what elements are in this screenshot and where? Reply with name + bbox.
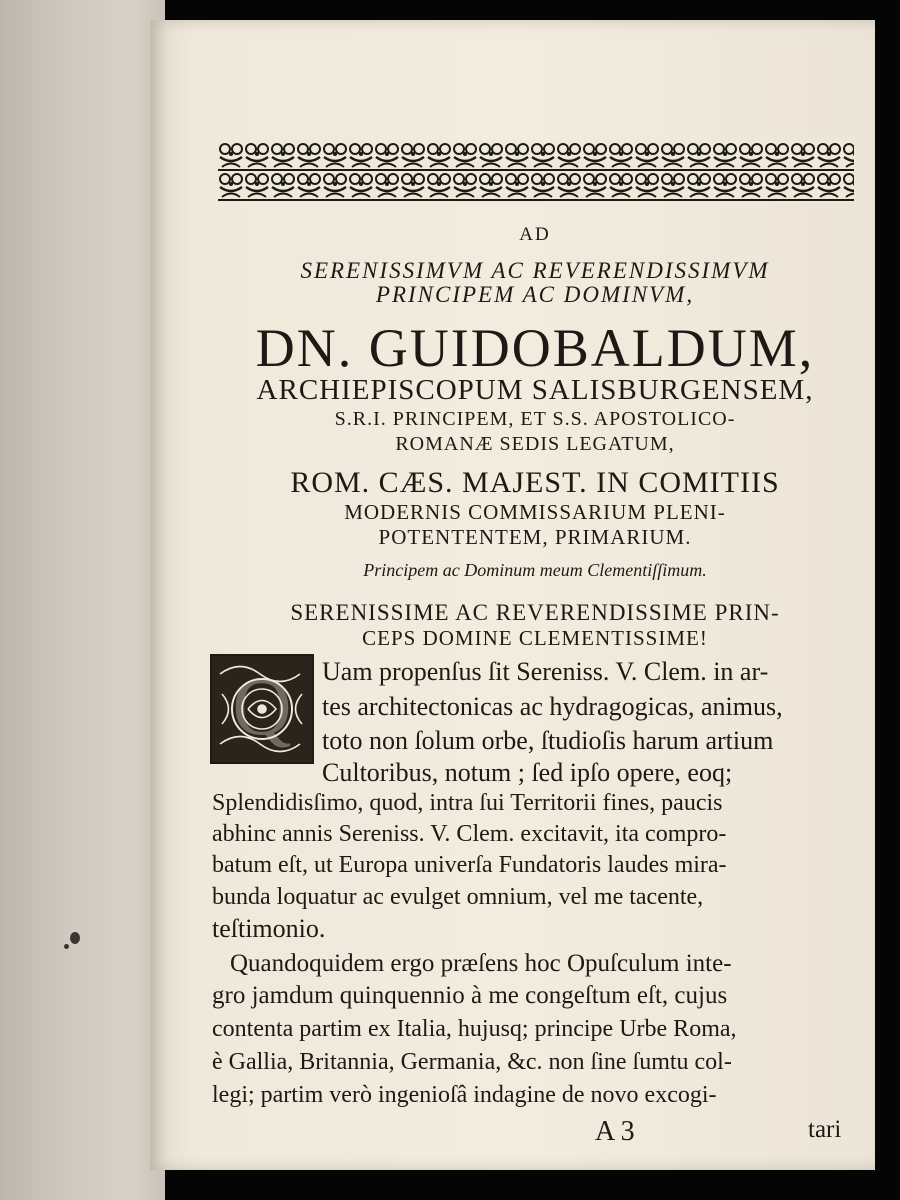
text-line: tes architectonicas ac hydragogicas, animus, bbox=[322, 692, 783, 721]
ink-spot bbox=[64, 944, 69, 949]
text-line: abhinc annis Sereniss. V. Clem. excitavit, ita compro- bbox=[212, 821, 727, 847]
text-line: batum eſt, ut Europa univerſa Fundatoris laudes mira- bbox=[212, 852, 727, 878]
facing-page bbox=[0, 0, 165, 1200]
text-line: è Gallia, Britannia, Germania, &c. non ſine ſumtu col- bbox=[212, 1049, 732, 1075]
heading-line-5: ROMANÆ SEDIS LEGATUM, bbox=[395, 433, 675, 455]
text-line: Quandoquidem ergo præſens hoc Opuſculum inte- bbox=[230, 950, 732, 977]
text-line: toto non ſolum orbe, ſtudioſis harum artium bbox=[322, 726, 774, 755]
text-line: Splendidisſimo, quod, intra ſui Territorii fines, paucis bbox=[212, 790, 723, 816]
text-line: Cultoribus, notum ; ſed ipſo opere, eoq; bbox=[322, 758, 733, 787]
heading-line-2: PRINCIPEM AC DOMINVM, bbox=[375, 282, 695, 307]
heading-ad: AD bbox=[519, 224, 551, 245]
text-line: Uam propenſus ſit Sereniss. V. Clem. in ar- bbox=[322, 657, 769, 686]
drop-cap-letter: Q bbox=[232, 661, 292, 752]
ornamental-border-icon bbox=[218, 141, 854, 202]
drop-cap-icon bbox=[210, 654, 314, 764]
heading-line-1: SERENISSIMVM AC REVERENDISSIMVM bbox=[300, 258, 770, 283]
text-line: gro jamdum quinquennio à me congeſtum eſt, cujus bbox=[212, 982, 728, 1009]
heading-line-7: MODERNIS COMMISSARIUM PLENI- bbox=[344, 500, 726, 524]
dedicatee-title: ARCHIEPISCOPUM SALISBURGENSEM, bbox=[256, 374, 814, 406]
text-line: bunda loquatur ac evulget omnium, vel me tacente, bbox=[212, 884, 704, 910]
dedicatee-name: DN. GUIDOBALDUM, bbox=[255, 318, 815, 378]
heading-rom: ROM. CÆS. MAJEST. IN COMITIIS bbox=[290, 466, 780, 499]
ink-spot bbox=[70, 932, 80, 944]
heading-line-4: S.R.I. PRINCIPEM, ET S.S. APOSTOLICO- bbox=[334, 408, 736, 430]
text-line: contenta partim ex Italia, hujusq; principe Urbe Roma, bbox=[212, 1016, 737, 1042]
salutation-line-2: CEPS DOMINE CLEMENTISSIME! bbox=[362, 626, 708, 650]
book-page bbox=[150, 20, 875, 1170]
heading-line-8: POTENTENTEM, PRIMARIUM. bbox=[378, 525, 692, 549]
text-line: teſtimonio. bbox=[212, 914, 326, 943]
salutation-line-1: SERENISSIME AC REVERENDISSIME PRIN- bbox=[290, 600, 780, 625]
catchword: tari bbox=[808, 1116, 842, 1143]
signature-mark: A 3 bbox=[595, 1116, 635, 1147]
dedication-line: Principem ac Dominum meum Clementiſſimum. bbox=[363, 560, 707, 580]
text-line: legi; partim verò ingenioſâ indagine de novo excogi- bbox=[212, 1082, 717, 1108]
